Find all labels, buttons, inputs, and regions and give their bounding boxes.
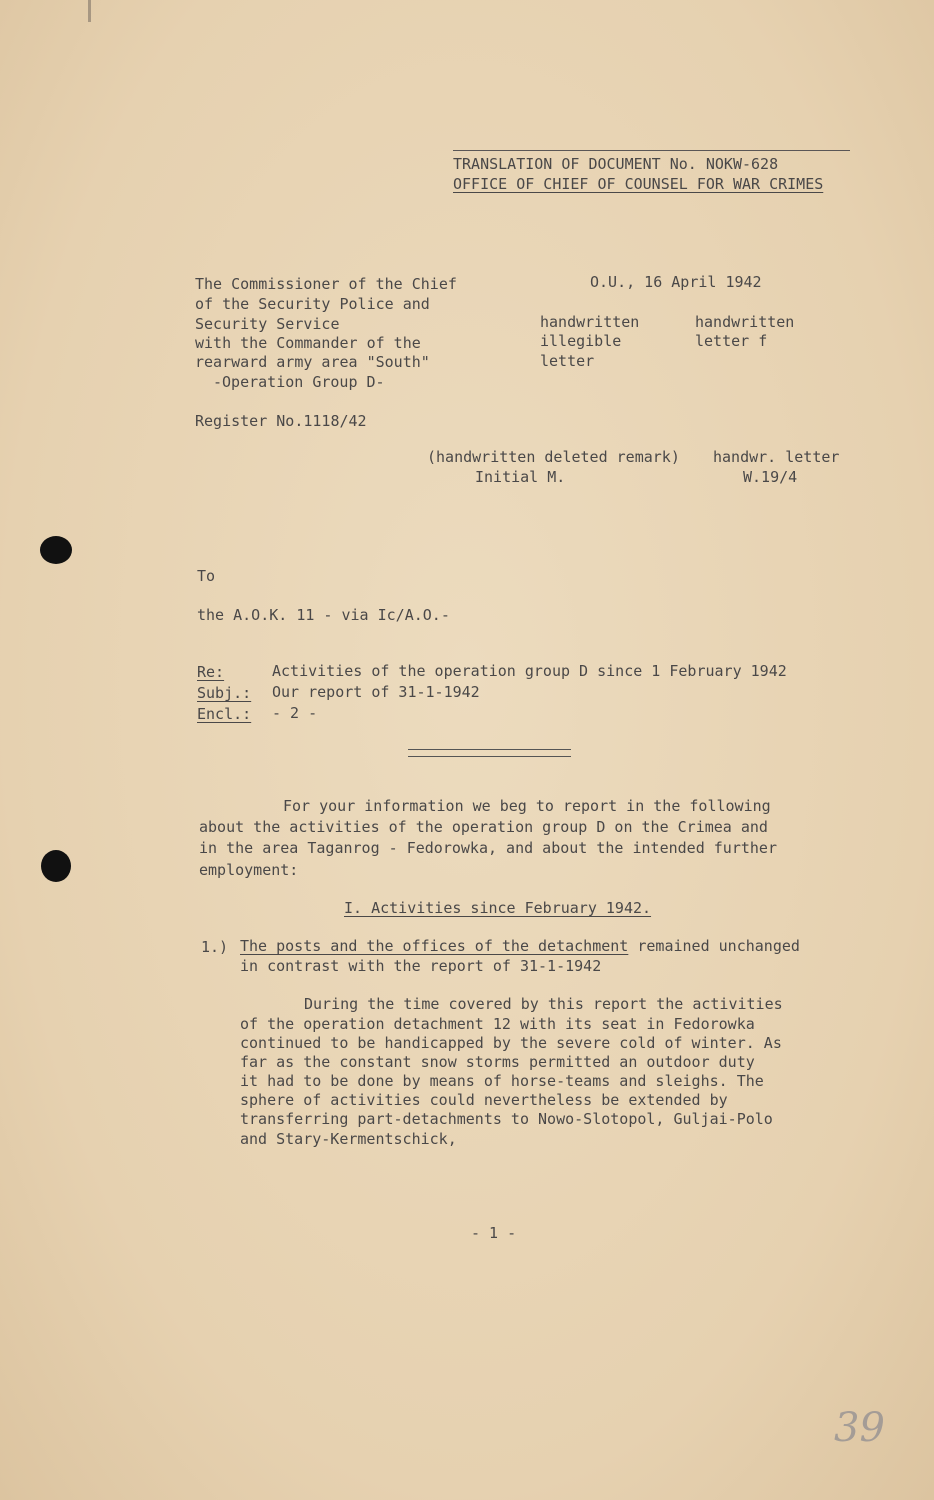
sender-line: rearward army area "South" bbox=[195, 353, 430, 371]
handwritten-note: letter f bbox=[695, 332, 768, 350]
item-underlined-text: The posts and the offices of the detachment bbox=[240, 937, 629, 955]
body-line: During the time covered by this report the activities bbox=[304, 995, 783, 1013]
intro-line: employment: bbox=[199, 861, 299, 879]
handwritten-note: handwritten bbox=[695, 313, 795, 331]
body-line: sphere of activities could nevertheless be extended by bbox=[240, 1091, 728, 1109]
sender-line: of the Security Police and bbox=[195, 295, 430, 313]
handwritten-note: illegible bbox=[540, 332, 622, 350]
deleted-remark: (handwritten deleted remark) bbox=[427, 448, 680, 466]
handwr-date-note: W.19/4 bbox=[743, 468, 798, 486]
ref-text: Activities of the operation group D since 1 February 1942 bbox=[272, 662, 787, 680]
handwr-letter-note: handwr. letter bbox=[713, 448, 840, 466]
intro-line: about the activities of the operation group D on the Crimea and bbox=[199, 818, 768, 836]
ref-label: Subj.: bbox=[197, 684, 252, 702]
intro-line: For your information we beg to report in the following bbox=[283, 797, 771, 815]
sender-line: with the Commander of the bbox=[195, 334, 421, 352]
punch-hole bbox=[40, 536, 72, 564]
item-line bbox=[240, 937, 800, 955]
separator-rule bbox=[408, 756, 571, 757]
sender-line: Security Service bbox=[195, 315, 340, 333]
sender-line: The Commissioner of the Chief bbox=[195, 275, 457, 293]
body-line: it had to be done by means of horse-teams and sleighs. The bbox=[240, 1072, 764, 1090]
register-number: Register No.1118/42 bbox=[195, 412, 367, 430]
header-rule bbox=[453, 150, 850, 151]
item-line: in contrast with the report of 31-1-1942 bbox=[240, 957, 602, 975]
handwritten-note: letter bbox=[540, 352, 595, 370]
section-title: I. Activities since February 1942. bbox=[344, 899, 652, 917]
page-number: - 1 - bbox=[471, 1224, 517, 1242]
ref-label: Encl.: bbox=[197, 705, 252, 723]
intro-line: in the area Taganrog - Fedorowka, and about the intended further bbox=[199, 839, 777, 857]
office-title: OFFICE OF CHIEF OF COUNSEL FOR WAR CRIMES bbox=[453, 175, 824, 193]
paper-edge-mark bbox=[88, 0, 91, 22]
sender-line: -Operation Group D- bbox=[213, 373, 385, 391]
body-line: and Stary-Kermentschick, bbox=[240, 1130, 457, 1148]
item-rest-text: remained unchanged bbox=[628, 937, 800, 955]
body-line: continued to be handicapped by the severe cold of winter. As bbox=[240, 1034, 782, 1052]
date-line: O.U., 16 April 1942 bbox=[590, 273, 762, 291]
body-line: far as the constant snow storms permitted an outdoor duty bbox=[240, 1053, 755, 1071]
separator-rule bbox=[408, 749, 571, 750]
handwritten-note: handwritten bbox=[540, 313, 640, 331]
ref-text: Our report of 31-1-1942 bbox=[272, 683, 480, 701]
body-line: of the operation detachment 12 with its seat in Fedorowka bbox=[240, 1015, 755, 1033]
punch-hole bbox=[41, 850, 71, 882]
document-title: TRANSLATION OF DOCUMENT No. NOKW-628 bbox=[453, 155, 779, 173]
ref-text: - 2 - bbox=[272, 704, 318, 722]
recipient: the A.O.K. 11 - via Ic/A.O.- bbox=[197, 606, 450, 624]
item-number: 1.) bbox=[201, 938, 229, 956]
body-line: transferring part-detachments to Nowo-Slotopol, Guljai-Polo bbox=[240, 1110, 773, 1128]
initial-note: Initial M. bbox=[475, 468, 566, 486]
to-label: To bbox=[197, 567, 216, 585]
handwritten-page-stamp: 39 bbox=[834, 1405, 885, 1451]
ref-label: Re: bbox=[197, 663, 225, 681]
